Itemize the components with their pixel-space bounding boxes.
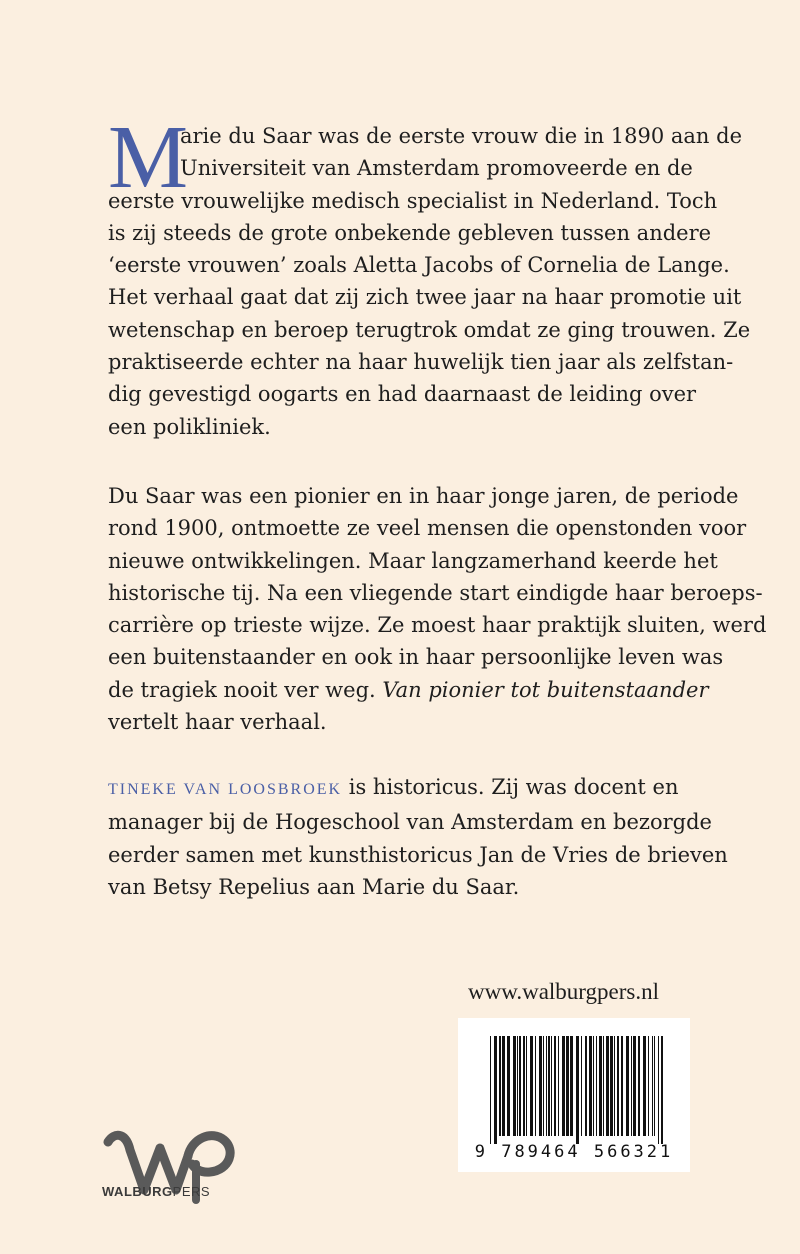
publisher-name	[102, 1184, 210, 1199]
text-line: vertelt haar verhaal.	[108, 710, 327, 735]
text-line: is zij steeds de grote onbekende gebleven tussen andere	[108, 220, 712, 245]
text-line: van Betsy Repelius aan Marie du Saar.	[108, 874, 520, 899]
text-line: wetenschap en beroep terugtrok omdat ze ging trouwen. Ze	[108, 317, 751, 342]
drop-cap: M	[108, 108, 189, 207]
intro-paragraph	[108, 108, 751, 443]
text-line: dig gevestigd oogarts en had daarnaast de leiding over	[108, 382, 697, 407]
author-name: TINEKE VAN LOOSBROEK	[108, 781, 343, 798]
text-line: nieuwe ontwikkelingen. Maar langzamerhand keerde het	[108, 548, 718, 573]
text-line	[108, 771, 728, 806]
text-line: manager bij de Hogeschool van Amsterdam en bezorgde	[108, 810, 712, 835]
publisher-name-bold: WALBURG	[102, 1184, 173, 1199]
text-segment: de tragiek nooit ver weg.	[108, 677, 383, 702]
author-bio	[108, 771, 728, 903]
story-paragraph	[108, 480, 767, 738]
text-line: een buitenstaander en ook in haar persoonlijke leven was	[108, 645, 724, 670]
isbn-digits: 9 789464 566321	[474, 1142, 674, 1162]
text-segment: is historicus. Zij was docent en	[342, 775, 679, 799]
text-line: historische tij. Na een vliegende start eindigde haar beroeps-	[108, 580, 763, 605]
text-line: een polikliniek.	[108, 414, 271, 439]
text-line: praktiseerde echter na haar huwelijk tien jaar als zelfstan-	[108, 350, 734, 375]
text-line: eerder samen met kunsthistoricus Jan de Vries de brieven	[108, 842, 728, 867]
barcode	[458, 1018, 690, 1172]
text-line: arie du Saar was de eerste vrouw die in 1890 aan de	[180, 124, 742, 148]
text-line: Universiteit van Amsterdam promoveerde en de	[180, 156, 693, 181]
text-line: rond 1900, ontmoette ze veel mensen die openstonden voor	[108, 516, 747, 541]
text-line: ‘eerste vrouwen’ zoals Aletta Jacobs of Cornelia de Lange.	[108, 253, 730, 278]
text-line: carrière op trieste wijze. Ze moest haar praktijk sluiten, werd	[108, 613, 767, 638]
book-title: Van pionier tot buitenstaander	[382, 677, 709, 702]
text-line	[108, 674, 728, 706]
text-line: Du Saar was een pionier en in haar jonge jaren, de periode	[108, 484, 739, 508]
publisher-name-rest: PERS	[172, 1184, 211, 1199]
text-line: Het verhaal gaat dat zij zich twee jaar na haar promotie uit	[108, 285, 742, 310]
publisher-website: www.walburgpers.nl	[468, 979, 659, 1004]
text-line: eerste vrouwelijke medisch specialist in Nederland. Toch	[108, 188, 718, 213]
